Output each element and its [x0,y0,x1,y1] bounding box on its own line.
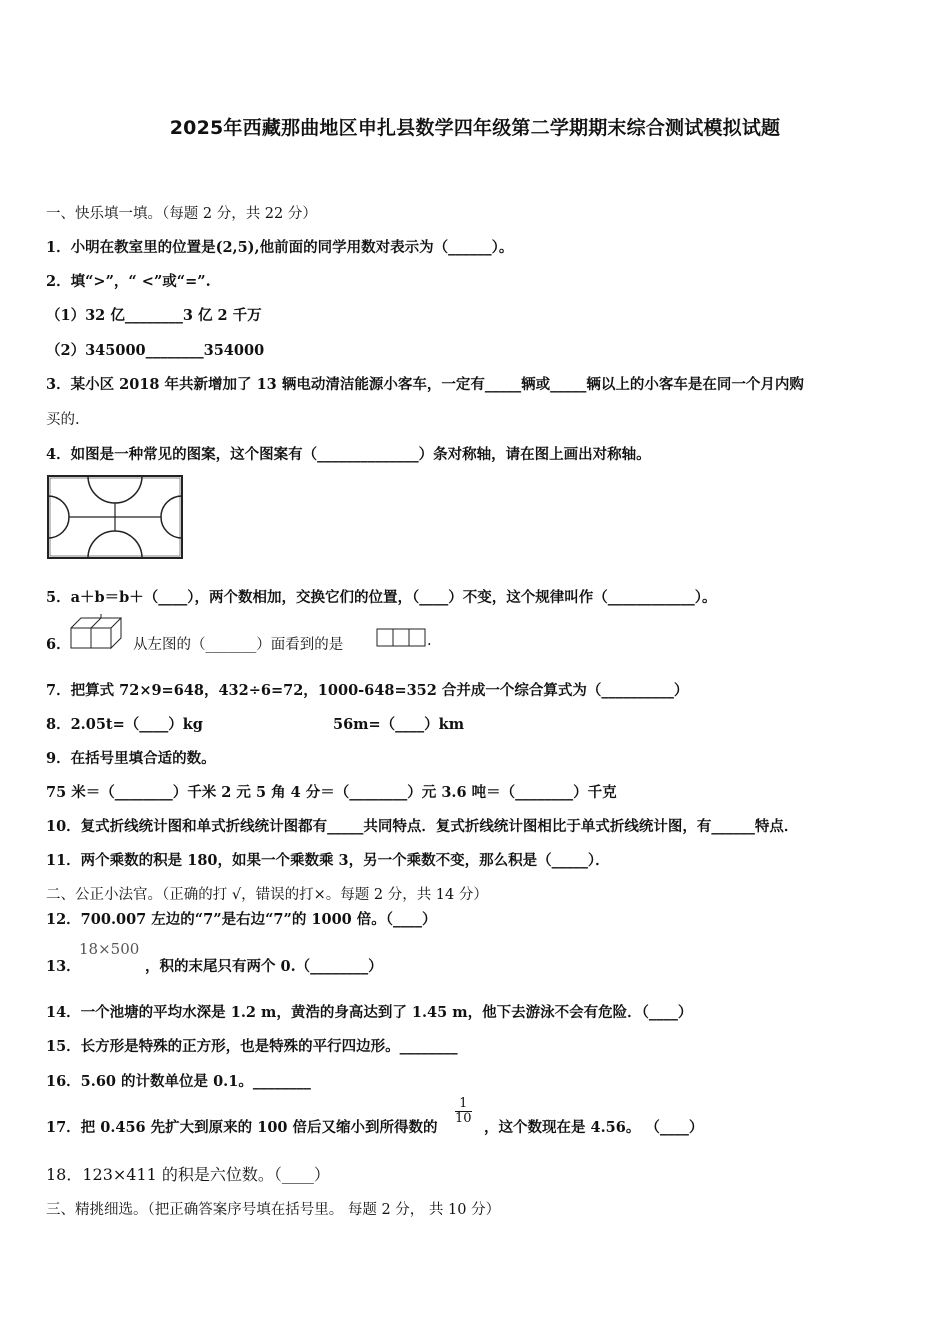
question-13-text: ，积的末尾只有两个 0.（________） [145,958,383,975]
question-15: 15．长方形是特殊的正方形，也是特殊的平行四边形。________ [46,1038,458,1055]
question-1: 1．小明在教室里的位置是(2,5),他前面的同学用数对表示为（______）。 [46,239,514,256]
question-6 [46,633,71,654]
question-6-text-label: 从左图的（_______）面看到的是 [133,637,344,653]
question-2-part-1: （1）32 亿________3 亿 2 千万 [46,307,262,324]
section-2-heading: 二、公正小法官。（正确的打 √，错误的打×。每题 2 分，共 14 分） [46,887,488,903]
question-3-line-1: 3．某小区 2018 年共新增加了 13 辆电动清洁能源小客车，一定有_____辆或_____辆以上的小客车是在同一个月内购 [46,376,804,393]
question-9: 9．在括号里填合适的数。 [46,750,216,767]
question-5: 5．a＋b＝b＋（____），两个数相加，交换它们的位置，（____）不变，这个规律叫作（____________）。 [46,589,717,606]
section-3-heading: 三、精挑细选。（把正确答案序号填在括号里。 每题 2 分， 共 10 分） [46,1202,501,1218]
fraction-numerator: 1 [459,1096,468,1111]
question-17 [46,1116,438,1137]
question-13 [46,955,81,976]
question-17-text-b: ，这个数现在是 4.56。 （____） [484,1119,704,1136]
question-4: 4．如图是一种常见的图案，这个图案有（______________）条对称轴，请在图上画出对称轴。 [46,446,651,463]
question-6-cube-figure [70,614,132,650]
question-13-expression: 18×500 [79,940,140,958]
question-17-fraction [455,1097,472,1126]
question-7: 7．把算式 72×9=648，432÷6=72，1000-648=352 合并成一个综合算式为（__________） [46,682,689,699]
question-2: 2．填“>”，“ <”或“=”. [46,273,211,290]
page-title: 2025年西藏那曲地区申扎县数学四年级第二学期期末综合测试模拟试题 [169,117,781,139]
question-17-text-a: 17．把 0.456 先扩大到原来的 100 倍后又缩小到所得数的 [46,1119,438,1136]
question-6-end: . [427,633,432,649]
question-4-pattern-figure [46,474,184,560]
question-3-line-2: 买的. [46,412,80,428]
question-12: 12．700.007 左边的“7”是右边“7”的 1000 倍。（____） [46,911,437,928]
question-9-blanks: 75 米＝（________）千米 2 元 5 角 4 分＝（________）元 3.6 吨＝（________）千克 [46,784,617,801]
question-16: 16．5.60 的计数单位是 0.1。________ [46,1073,311,1090]
question-2-part-2: （2）345000________354000 [46,342,265,359]
question-6-answer-view-figure [376,628,426,648]
question-10: 10．复式折线统计图和单式折线统计图都有_____共同特点．复式折线统计图相比于单式折线统计图，有______特点． [46,818,799,835]
fraction-denominator: 10 [455,1111,472,1126]
question-13-number: 13． [46,958,81,975]
question-6-number: 6． [46,636,71,653]
question-18: 18．123×411 的积是六位数。（____） [46,1165,330,1184]
question-8-part-1: 8．2.05t=（____）kg [46,716,203,733]
question-14: 14．一个池塘的平均水深是 1.2 m，黄浩的身高达到了 1.45 m，他下去游泳不会有危险．（____） [46,1004,693,1021]
question-6-text [133,633,343,654]
question-11: 11．两个乘数的积是 180，如果一个乘数乘 3，另一个乘数不变，那么积是（_____）． [46,852,610,869]
question-8-part-2: 56m=（____）km [333,716,465,733]
section-1-heading: 一、快乐填一填。（每题 2 分，共 22 分） [46,206,317,222]
